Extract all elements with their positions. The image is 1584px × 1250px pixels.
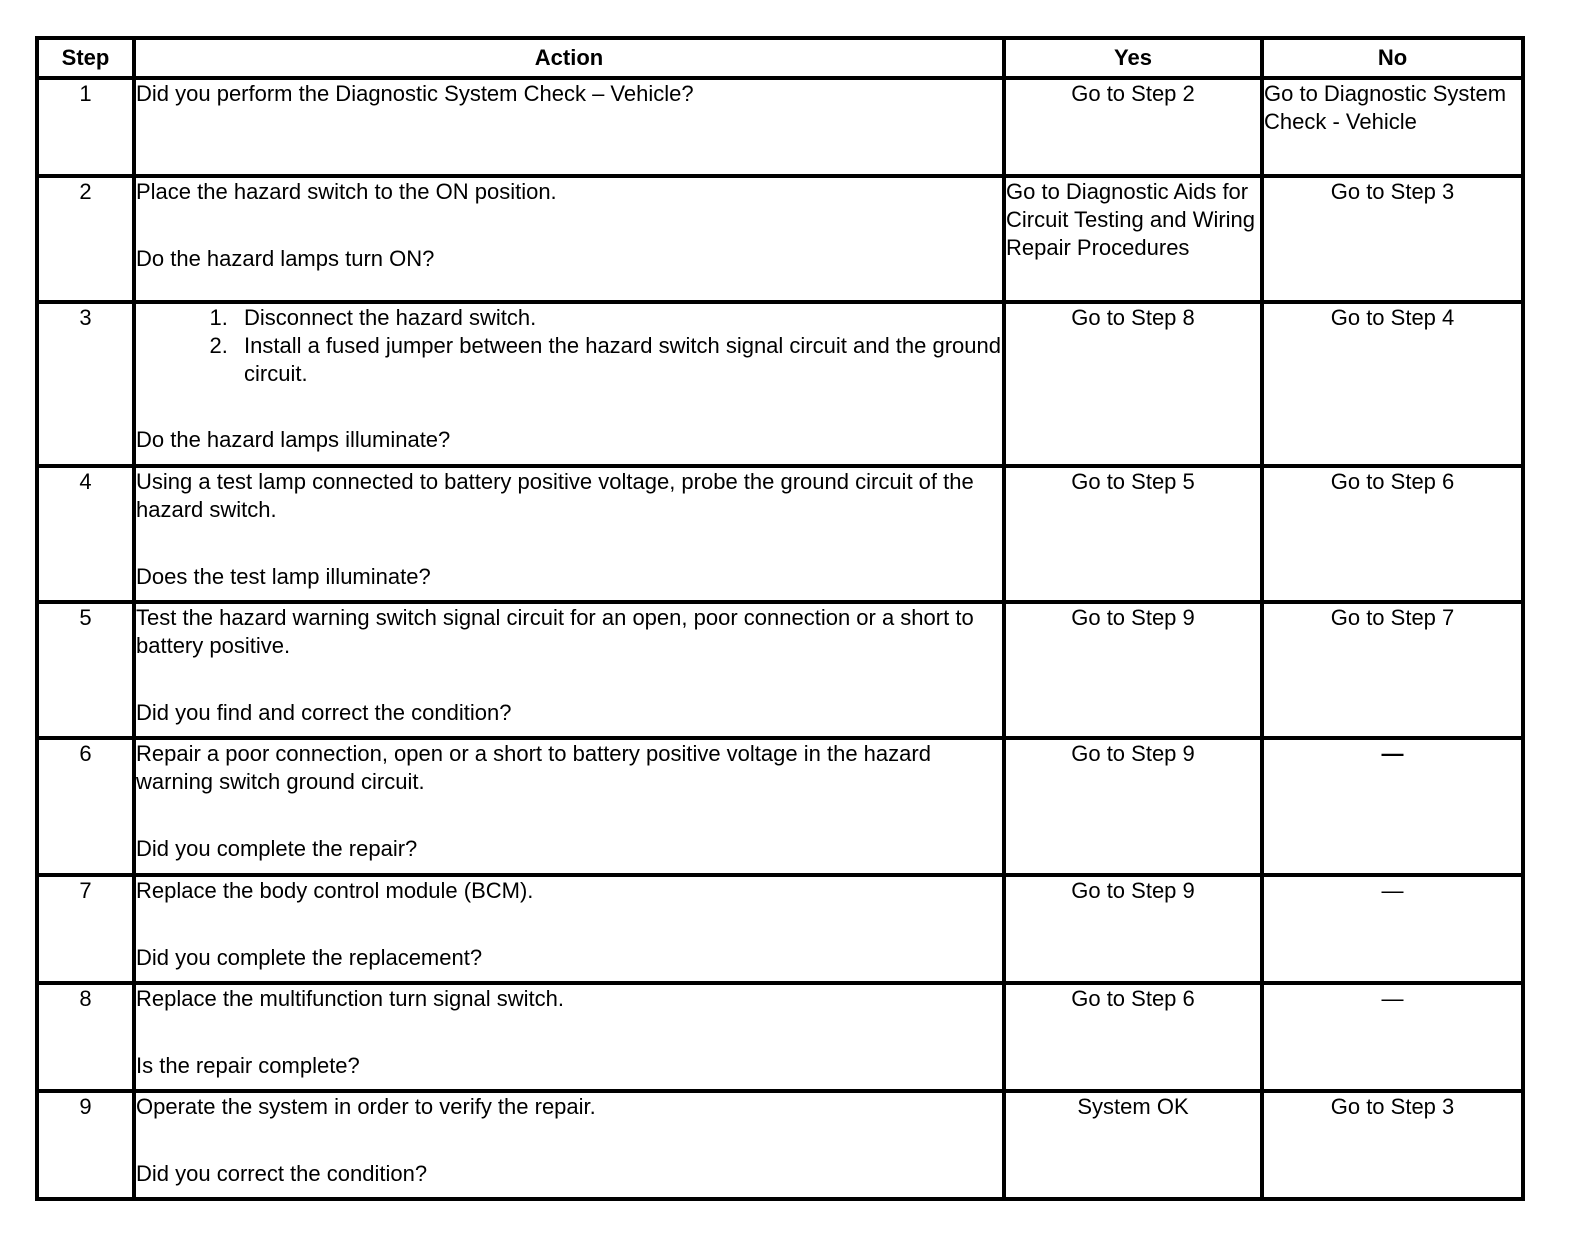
action-cell [134, 602, 1004, 738]
question-text: Did you complete the repair? [136, 836, 418, 861]
header-yes: Yes [1004, 38, 1262, 78]
action-cell [134, 302, 1004, 466]
step-number: 2 [37, 176, 134, 302]
question-text: Did you find and correct the condition? [136, 700, 512, 725]
yes-result: Go to Step 9 [1004, 875, 1262, 983]
action-text: Did you perform the Diagnostic System Check – Vehicle? [136, 81, 694, 106]
question-text: Did you complete the replacement? [136, 945, 483, 970]
table-row [37, 1091, 1523, 1199]
action-text: Place the hazard switch to the ON position. [136, 179, 557, 204]
diagnostic-table [35, 36, 1525, 1201]
table-row [37, 983, 1523, 1091]
action-text: Test the hazard warning switch signal circuit for an open, poor connection or a short to battery positive. [136, 605, 974, 658]
question-text: Do the hazard lamps illuminate? [136, 427, 451, 452]
step-number: 8 [37, 983, 134, 1091]
no-result: Go to Diagnostic System Check - Vehicle [1262, 78, 1523, 176]
step-number: 7 [37, 875, 134, 983]
yes-result: Go to Diagnostic Aids for Circuit Testing and Wiring Repair Procedures [1004, 176, 1262, 302]
step-number: 6 [37, 738, 134, 875]
action-cell [134, 875, 1004, 983]
header-step: Step [37, 38, 134, 78]
table-row [37, 466, 1523, 602]
no-result: — [1262, 983, 1523, 1091]
action-text: Replace the multifunction turn signal switch. [136, 986, 564, 1011]
question-text: Did you correct the condition? [136, 1161, 428, 1186]
step-number: 9 [37, 1091, 134, 1199]
step-number: 4 [37, 466, 134, 602]
table-row [37, 78, 1523, 176]
table-row [37, 302, 1523, 466]
table-row [37, 602, 1523, 738]
action-cell [134, 738, 1004, 875]
yes-result: Go to Step 2 [1004, 78, 1262, 176]
step-number: 5 [37, 602, 134, 738]
question-text: Do the hazard lamps turn ON? [136, 246, 435, 271]
yes-result: Go to Step 9 [1004, 602, 1262, 738]
list-item: 2. Install a fused jumper between the hazard switch signal circuit and the ground circuit. [234, 332, 1002, 388]
substep-list [136, 304, 1002, 388]
action-text: Operate the system in order to verify the repair. [136, 1094, 596, 1119]
action-cell [134, 466, 1004, 602]
yes-result: Go to Step 9 [1004, 738, 1262, 875]
step-number: 3 [37, 302, 134, 466]
no-result: Go to Step 6 [1262, 466, 1523, 602]
yes-result: Go to Step 6 [1004, 983, 1262, 1091]
table-row [37, 875, 1523, 983]
yes-result: Go to Step 8 [1004, 302, 1262, 466]
no-result: — [1262, 738, 1523, 875]
action-cell [134, 983, 1004, 1091]
no-result: Go to Step 3 [1262, 176, 1523, 302]
yes-result: System OK [1004, 1091, 1262, 1199]
yes-result: Go to Step 5 [1004, 466, 1262, 602]
action-text: Replace the body control module (BCM). [136, 878, 534, 903]
table-row [37, 738, 1523, 875]
action-text: Repair a poor connection, open or a short to battery positive voltage in the hazard warning switch ground circuit. [136, 741, 931, 794]
step-number: 1 [37, 78, 134, 176]
action-text: Using a test lamp connected to battery positive voltage, probe the ground circuit of the hazard switch. [136, 469, 974, 522]
action-cell [134, 176, 1004, 302]
header-no: No [1262, 38, 1523, 78]
table-row [37, 176, 1523, 302]
header-row [37, 38, 1523, 78]
action-cell [134, 1091, 1004, 1199]
no-result: Go to Step 4 [1262, 302, 1523, 466]
header-action: Action [134, 38, 1004, 78]
no-result: Go to Step 3 [1262, 1091, 1523, 1199]
question-text: Is the repair complete? [136, 1053, 360, 1078]
action-cell [134, 78, 1004, 176]
question-text: Does the test lamp illuminate? [136, 564, 431, 589]
no-result: Go to Step 7 [1262, 602, 1523, 738]
list-item: 1. Disconnect the hazard switch. [234, 304, 1002, 332]
no-result: — [1262, 875, 1523, 983]
